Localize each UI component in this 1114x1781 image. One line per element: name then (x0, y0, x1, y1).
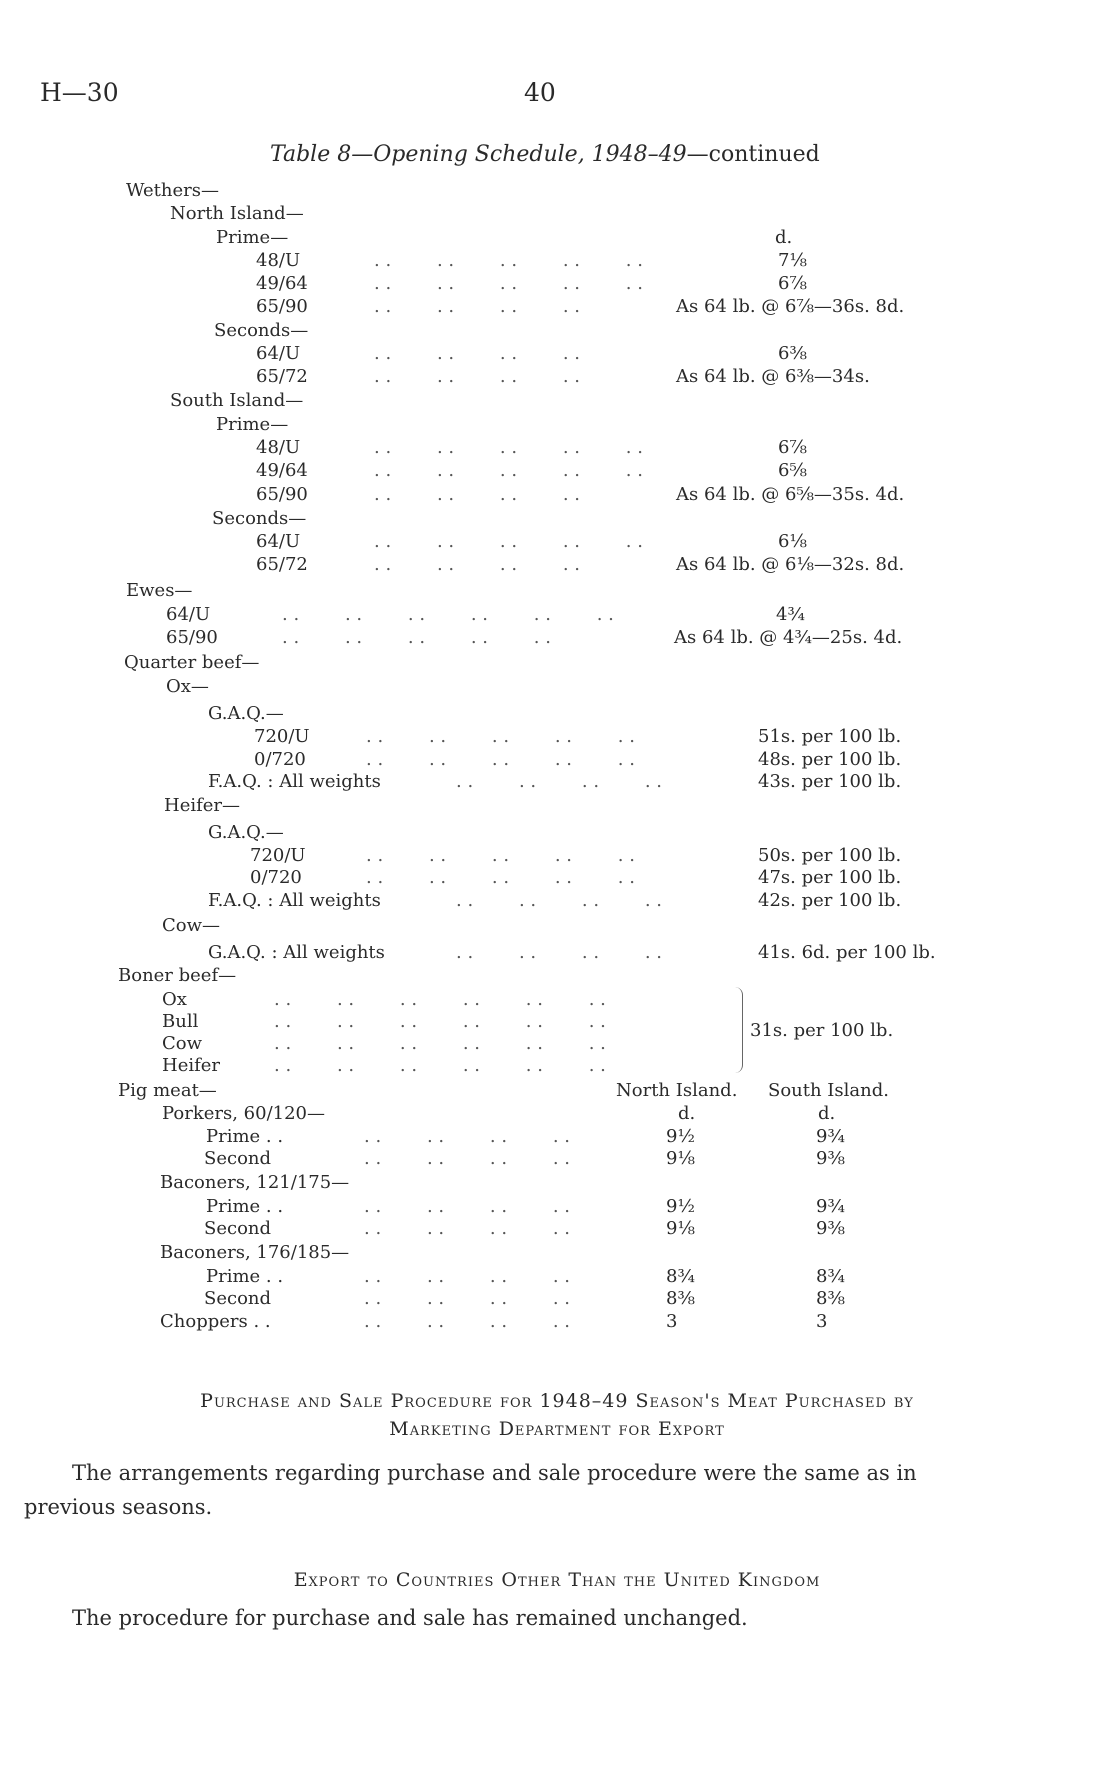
grade-cell: 48/U (256, 437, 301, 458)
grade-cell: Second (204, 1288, 272, 1309)
table-row (0, 1242, 1114, 1264)
value-cell: 48s. per 100 lb. (758, 749, 902, 770)
table-row (0, 965, 1114, 987)
table-row (0, 1103, 1114, 1125)
grade-cell: Prime . . (206, 1196, 284, 1217)
section-heading: Export to Countries Other Than the United Kingdom (293, 1569, 821, 1591)
value-cell: 42s. per 100 lb. (758, 890, 902, 911)
value-cell: 50s. per 100 lb. (758, 845, 902, 866)
value-cell: 6⅛ (778, 531, 807, 552)
boner-beef-label: Boner beef— (118, 965, 237, 986)
grade-cell: Choppers . . (160, 1311, 271, 1332)
leader-dots: . . . . . . . . . . (282, 627, 551, 648)
paragraph-line: previous seasons. (24, 1495, 213, 1519)
table-row (0, 250, 1114, 272)
table-row (0, 203, 1114, 225)
group-label: Baconers, 176/185— (160, 1242, 350, 1263)
south-island-label: South Island— (170, 390, 304, 411)
document-code: H—30 (40, 78, 119, 107)
group-label: Baconers, 121/175— (160, 1172, 350, 1193)
table-row (0, 1011, 1114, 1033)
leader-dots: . . . . . . . . (364, 1288, 570, 1309)
value-cell: 6⅞ (778, 437, 807, 458)
value-cell: 9⅜ (816, 1218, 845, 1239)
unit-header: d. (678, 1103, 696, 1124)
table-row (0, 604, 1114, 626)
group-label: Porkers, 60/120— (162, 1103, 325, 1124)
table-row (0, 795, 1114, 817)
unit-header: d. (775, 227, 793, 248)
table-row (0, 1126, 1114, 1148)
table-row (0, 726, 1114, 748)
value-cell: 9½ (666, 1196, 695, 1217)
leader-dots: . . . . . . . . . . . . (274, 1033, 606, 1054)
column-header-north: North Island. (616, 1080, 738, 1101)
grade-cell: 0/720 (250, 867, 302, 888)
leader-dots: . . . . . . . . . . (374, 531, 643, 552)
grade-cell: Prime . . (206, 1266, 284, 1287)
table-caption-title: Table 8—Opening Schedule, 1948–49 (270, 142, 687, 167)
boner-beef-value: 31s. per 100 lb. (750, 1020, 894, 1041)
cow-label: Cow— (162, 915, 221, 936)
table-row (0, 1196, 1114, 1218)
section-heading: Marketing Department for Export (389, 1418, 725, 1440)
section-heading: Purchase and Sale Procedure for 1948–49 Season's Meat Purchased by (200, 1390, 914, 1412)
table-row (0, 414, 1114, 436)
leader-dots: . . . . . . . . . . (374, 460, 643, 481)
table-row (0, 390, 1114, 412)
value-cell: 8¾ (666, 1266, 695, 1287)
gaq-label: G.A.Q.— (208, 703, 284, 724)
table-row (0, 1311, 1114, 1333)
value-cell: 8⅜ (816, 1288, 845, 1309)
leader-dots: . . . . . . . . (456, 942, 662, 963)
value-cell: 8⅜ (666, 1288, 695, 1309)
table-row (0, 652, 1114, 674)
table-row (0, 1080, 1114, 1102)
wethers-label: Wethers— (126, 180, 220, 201)
leader-dots: . . . . . . . . (364, 1311, 570, 1332)
grade-cell: 0/720 (254, 749, 306, 770)
grade-cell: Bull (162, 1011, 199, 1032)
value-cell: 7⅛ (778, 250, 807, 271)
grade-cell: Heifer (162, 1055, 221, 1076)
value-cell: As 64 lb. @ 4¾—25s. 4d. (674, 627, 903, 648)
leader-dots: . . . . . . . . (374, 366, 580, 387)
prime-label: Prime— (216, 227, 289, 248)
table-row (0, 1218, 1114, 1240)
value-cell: 41s. 6d. per 100 lb. (758, 942, 936, 963)
table-row (0, 273, 1114, 295)
table-row (0, 508, 1114, 530)
value-cell: 9⅛ (666, 1218, 695, 1239)
ox-label: Ox— (166, 676, 209, 697)
table-row (0, 227, 1114, 249)
grade-cell: 49/64 (256, 460, 308, 481)
leader-dots: . . . . . . . . . . (366, 726, 635, 747)
table-row (0, 989, 1114, 1011)
table-row (0, 1033, 1114, 1055)
table-row (0, 845, 1114, 867)
leader-dots: . . . . . . . . (374, 554, 580, 575)
leader-dots: . . . . . . . . . . . . (274, 989, 606, 1010)
value-cell: As 64 lb. @ 6⅝—35s. 4d. (676, 484, 905, 505)
value-cell: As 64 lb. @ 6⅞—36s. 8d. (676, 296, 905, 317)
grade-cell: 65/90 (256, 484, 308, 505)
prime-label: Prime— (216, 414, 289, 435)
leader-dots: . . . . . . . . (364, 1126, 570, 1147)
leader-dots: . . . . . . . . . . (366, 845, 635, 866)
grade-cell: 64/U (256, 531, 301, 552)
table-row (0, 867, 1114, 889)
table-row (0, 180, 1114, 202)
value-cell: 43s. per 100 lb. (758, 771, 902, 792)
table-row (0, 822, 1114, 844)
north-island-label: North Island— (170, 203, 304, 224)
table-row (0, 771, 1114, 793)
leader-dots: . . . . . . . . . . (366, 749, 635, 770)
grade-cell: 65/90 (256, 296, 308, 317)
table-row (0, 627, 1114, 649)
value-cell: 3 (666, 1311, 678, 1332)
grade-cell: Second (204, 1148, 272, 1169)
value-cell: 6⅜ (778, 343, 807, 364)
grade-cell: F.A.Q. : All weights (208, 890, 381, 911)
grade-cell: 64/U (166, 604, 211, 625)
grade-cell: 49/64 (256, 273, 308, 294)
grade-cell: Prime . . (206, 1126, 284, 1147)
value-cell: 9⅜ (816, 1148, 845, 1169)
grade-cell: 65/90 (166, 627, 218, 648)
value-cell: 4¾ (776, 604, 805, 625)
leader-dots: . . . . . . . . . . (374, 437, 643, 458)
table-row (0, 1148, 1114, 1170)
table-row (0, 460, 1114, 482)
leader-dots: . . . . . . . . (374, 484, 580, 505)
seconds-label: Seconds— (214, 320, 309, 341)
leader-dots: . . . . . . . . . . . . (274, 1011, 606, 1032)
table-row (0, 676, 1114, 698)
quarter-beef-label: Quarter beef— (124, 652, 260, 673)
unit-header: d. (818, 1103, 836, 1124)
table-row (0, 531, 1114, 553)
leader-dots: . . . . . . . . . . . . (274, 1055, 606, 1076)
table-row (0, 703, 1114, 725)
value-cell: As 64 lb. @ 6⅛—32s. 8d. (676, 554, 905, 575)
table-row (0, 554, 1114, 576)
grade-cell: 720/U (254, 726, 310, 747)
paragraph-line: The arrangements regarding purchase and sale procedure were the same as in (72, 1461, 917, 1485)
value-cell: 47s. per 100 lb. (758, 867, 902, 888)
ewes-label: Ewes— (126, 580, 193, 601)
leader-dots: . . . . . . . . (364, 1148, 570, 1169)
value-cell: 3 (816, 1311, 828, 1332)
page-number: 40 (524, 78, 556, 107)
grade-cell: 65/72 (256, 366, 308, 387)
table-row (0, 1055, 1114, 1077)
leader-dots: . . . . . . . . . . (366, 867, 635, 888)
table-row (0, 915, 1114, 937)
leader-dots: . . . . . . . . (374, 343, 580, 364)
grade-cell: Ox (162, 989, 187, 1010)
table-row (0, 749, 1114, 771)
value-cell: 9½ (666, 1126, 695, 1147)
leader-dots: . . . . . . . . . . (374, 273, 643, 294)
grade-cell: 65/72 (256, 554, 308, 575)
value-cell: As 64 lb. @ 6⅜—34s. (676, 366, 870, 387)
grade-cell: Second (204, 1218, 272, 1239)
table-row (0, 484, 1114, 506)
grade-cell: 48/U (256, 250, 301, 271)
leader-dots: . . . . . . . . (364, 1196, 570, 1217)
heifer-label: Heifer— (164, 795, 241, 816)
table-row (0, 942, 1114, 964)
table-row (0, 366, 1114, 388)
pig-meat-label: Pig meat— (118, 1080, 217, 1101)
value-cell: 9¾ (816, 1126, 845, 1147)
leader-dots: . . . . . . . . . . (374, 250, 643, 271)
brace-bracket (733, 987, 743, 1073)
table-row (0, 1172, 1114, 1194)
table-row (0, 296, 1114, 318)
value-cell: 9¾ (816, 1196, 845, 1217)
value-cell: 9⅛ (666, 1148, 695, 1169)
table-row (0, 437, 1114, 459)
table-row (0, 890, 1114, 912)
leader-dots: . . . . . . . . (364, 1266, 570, 1287)
grade-cell: Cow (162, 1033, 203, 1054)
table-row (0, 1266, 1114, 1288)
value-cell: 51s. per 100 lb. (758, 726, 902, 747)
table-caption (270, 142, 820, 167)
paragraph-line: The procedure for purchase and sale has remained unchanged. (72, 1606, 748, 1630)
leader-dots: . . . . . . . . . . . . (282, 604, 614, 625)
table-row (0, 1288, 1114, 1310)
table-row (0, 343, 1114, 365)
grade-cell: 64/U (256, 343, 301, 364)
table-caption-suffix: —continued (686, 142, 820, 167)
leader-dots: . . . . . . . . (456, 771, 662, 792)
value-cell: 6⅝ (778, 460, 807, 481)
gaq-label: G.A.Q.— (208, 822, 284, 843)
grade-cell: G.A.Q. : All weights (208, 942, 385, 963)
leader-dots: . . . . . . . . (374, 296, 580, 317)
value-cell: 6⅞ (778, 273, 807, 294)
column-header-south: South Island. (768, 1080, 889, 1101)
grade-cell: F.A.Q. : All weights (208, 771, 381, 792)
value-cell: 8¾ (816, 1266, 845, 1287)
table-row (0, 320, 1114, 342)
seconds-label: Seconds— (212, 508, 307, 529)
grade-cell: 720/U (250, 845, 306, 866)
leader-dots: . . . . . . . . (364, 1218, 570, 1239)
leader-dots: . . . . . . . . (456, 890, 662, 911)
table-row (0, 580, 1114, 602)
